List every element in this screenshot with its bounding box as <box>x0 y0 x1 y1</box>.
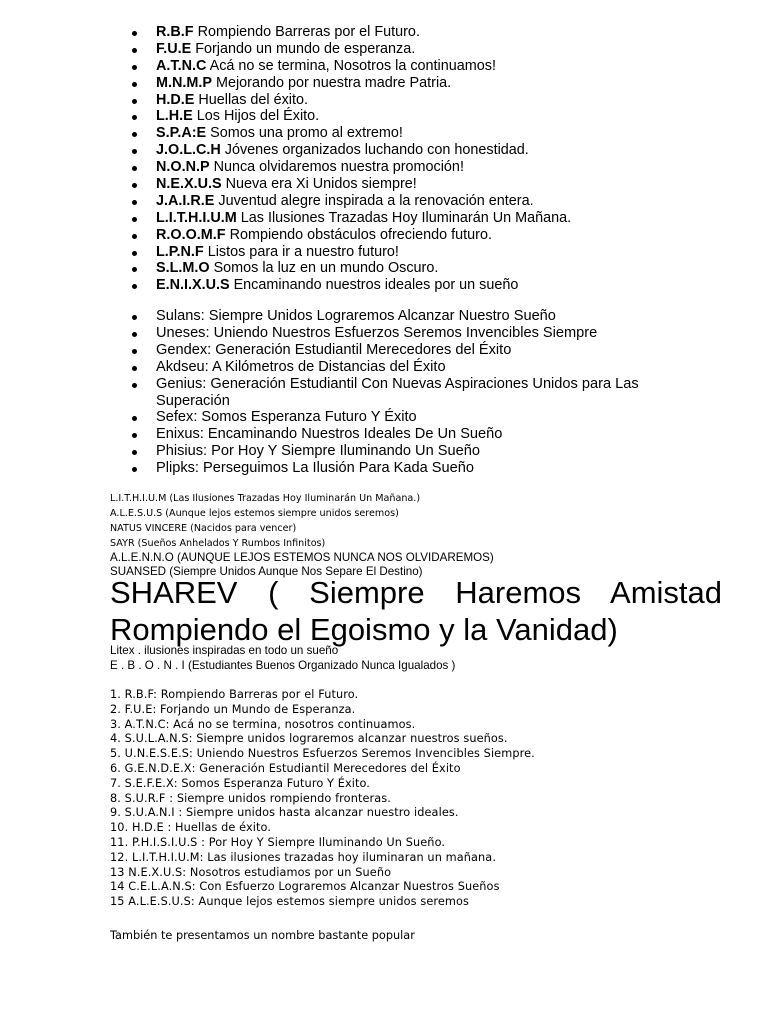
acronym-text: Forjando un mundo de esperanza. <box>195 40 416 57</box>
name-item <box>110 342 710 359</box>
numbered-list <box>110 688 730 910</box>
acronym-text: Los Hijos del Éxito. <box>196 108 320 125</box>
acronym-abbr: L.I.T.H.I.U.M <box>156 209 237 226</box>
acronym-item <box>110 41 710 58</box>
numbered-item: 1. R.B.F: Rompiendo Barreras por el Futuro. <box>110 688 359 701</box>
acronym-item <box>110 24 710 41</box>
acronym-item <box>110 142 710 159</box>
numbered-item: 9. S.U.A.N.I : Siempre unidos hasta alcanzar nuestro ideales. <box>110 806 459 820</box>
name-text: Sefex: Somos Esperanza Futuro Y Éxito <box>156 409 417 426</box>
sharev-heading: SHAREV ( Siempre Haremos Amistad Rompiendo el Egoismo y la Vanidad) <box>110 575 722 647</box>
acronym-abbr: L.H.E <box>156 108 193 125</box>
name-item <box>110 443 710 460</box>
bullet-icon <box>132 267 137 272</box>
litex-line: Litex . ilusiones inspiradas en todo un sueño <box>110 644 339 657</box>
acronym-text: Acá no se termina, Nosotros la continuamos! <box>209 57 496 74</box>
name-item <box>110 460 710 477</box>
acronym-text: Encaminando nuestros ideales por un sueño <box>233 277 519 294</box>
numbered-item: 3. A.T.N.C: Acá no se termina, nosotros continuamos. <box>110 717 416 731</box>
bullet-icon <box>132 315 137 320</box>
bullet-icon <box>132 65 137 70</box>
acronym-item <box>110 92 710 109</box>
numbered-item: 10. H.D.E : Huellas de éxito. <box>110 821 272 835</box>
acronym-text: Somos la luz en un mundo Oscuro. <box>213 260 439 277</box>
name-text: Plipks: Perseguimos La Ilusión Para Kada Sueño <box>156 460 475 477</box>
acronym-text: Jóvenes organizados luchando con honestidad. <box>224 142 529 159</box>
bullet-icon <box>132 383 137 388</box>
name-item <box>110 409 710 426</box>
acronym-text: Rompiendo obstáculos ofreciendo futuro. <box>229 226 492 243</box>
acronym-abbr: S.L.M.O <box>156 260 210 277</box>
numbered-item: 14 C.E.L.A.N.S: Con Esfuerzo Lograremos Alcanzar Nuestros Sueños <box>110 880 500 894</box>
acronym-abbr: A.T.N.C <box>156 57 207 74</box>
bullet-icon <box>132 200 137 205</box>
acronym-item <box>110 58 710 75</box>
footer-text: También te presentamos un nombre bastante popular <box>110 929 415 942</box>
numbered-item: 8. S.U.R.F : Siempre unidos rompiendo fronteras. <box>110 791 391 805</box>
bullet-icon <box>132 82 137 87</box>
numbered-item: 13 N.E.X.U.S: Nosotros estudiamos por un Sueño <box>110 865 392 879</box>
acronym-item <box>110 227 710 244</box>
acronym-text: Nunca olvidaremos nuestra promoción! <box>213 159 464 176</box>
numbered-item: 7. S.E.F.E.X: Somos Esperanza Futuro Y Éxito. <box>110 776 371 790</box>
acronym-item <box>110 244 710 261</box>
acronym-abbr: J.O.L.C.H <box>156 142 221 159</box>
bullet-icon <box>132 251 137 256</box>
acronym-item <box>110 176 710 193</box>
bullet-icon <box>132 132 137 137</box>
bullet-icon <box>132 31 137 36</box>
acronym-abbr: N.O.N.P <box>156 159 210 176</box>
bullet-icon <box>132 149 137 154</box>
name-text: Sulans: Siempre Unidos Lograremos Alcanzar Nuestro Sueño <box>156 308 556 324</box>
acronym-abbr: F.U.E <box>156 40 192 57</box>
acronym-abbr: E.N.I.X.U.S <box>156 277 230 294</box>
name-item <box>110 426 710 443</box>
acronym-abbr: R.O.O.M.F <box>156 226 226 243</box>
bullet-icon <box>132 416 137 421</box>
name-text: Phisius: Por Hoy Y Siempre Iluminando Un Sueño <box>156 443 480 460</box>
acronym-item <box>110 75 710 92</box>
numbered-item: 6. G.E.N.D.E.X: Generación Estudiantil Merecedores del Éxito <box>110 761 461 775</box>
bullet-icon <box>132 450 137 455</box>
acronym-abbr: H.D.E <box>156 91 195 108</box>
name-text: Gendex: Generación Estudiantil Merecedores del Éxito <box>156 341 512 358</box>
name-text: Akdseu: A Kilómetros de Distancias del Éxito <box>156 358 446 375</box>
acronym-text: Somos una promo al extremo! <box>210 125 403 142</box>
numbered-item: 4. S.U.L.A.N.S: Siempre unidos lograremos alcanzar nuestros sueños. <box>110 732 508 746</box>
bullet-icon <box>132 217 137 222</box>
numbered-item: 15 A.L.E.S.U.S: Aunque lejos estemos siempre unidos seremos <box>110 895 470 909</box>
bullet-icon <box>132 234 137 239</box>
acronym-item <box>110 260 710 277</box>
acronym-text: Rompiendo Barreras por el Futuro. <box>197 24 420 40</box>
bullet-icon <box>132 284 137 289</box>
name-item <box>110 325 710 342</box>
acronym-text: Huellas del éxito. <box>198 91 308 108</box>
acronym-list <box>110 24 710 294</box>
numbered-item: 5. U.N.E.S.E.S: Uniendo Nuestros Esfuerzos Seremos Invencibles Siempre. <box>110 747 535 761</box>
bullet-icon <box>132 332 137 337</box>
bullet-icon <box>132 349 137 354</box>
bullet-icon <box>132 166 137 171</box>
bullet-icon <box>132 99 137 104</box>
name-text: Enixus: Encaminando Nuestros Ideales De Un Sueño <box>156 426 503 443</box>
bullet-icon <box>132 183 137 188</box>
acronym-item <box>110 210 710 227</box>
numbered-item: 11. P.H.I.S.I.U.S : Por Hoy Y Siempre Iluminando Un Sueño. <box>110 835 446 849</box>
bullet-icon <box>132 433 137 438</box>
eboni-line: E . B . O . N . I (Estudiantes Buenos Organizado Nunca Igualados ) <box>110 659 456 672</box>
name-text: Genius: Generación Estudiantil Con Nuevas Aspiraciones Unidos para Las Superación <box>156 375 639 409</box>
acronym-abbr: R.B.F <box>156 24 194 40</box>
numbered-item: 12. L.I.T.H.I.U.M: Las ilusiones trazadas hoy iluminaran un mañana. <box>110 850 497 864</box>
name-item <box>110 376 710 410</box>
bullet-icon <box>132 115 137 120</box>
name-list <box>110 308 710 477</box>
acronym-item <box>110 277 710 294</box>
bullet-icon <box>132 366 137 371</box>
acronym-abbr: S.P.A:E <box>156 125 207 142</box>
small-line: SAYR (Sueños Anhelados Y Rumbos Infinitos) <box>110 538 326 549</box>
acronym-text: Nueva era Xi Unidos siempre! <box>225 176 417 193</box>
acronym-text: Mejorando por nuestra madre Patria. <box>215 74 452 91</box>
acronym-abbr: L.P.N.F <box>156 243 204 260</box>
acronym-text: Listos para ir a nuestro futuro! <box>207 243 399 260</box>
small-line: NATUS VINCERE (Nacidos para vencer) <box>110 523 297 534</box>
small-lines-block <box>110 491 730 580</box>
small-line: SUANSED (Siempre Unidos Aunque Nos Separe El Destino) <box>110 565 423 579</box>
acronym-abbr: N.E.X.U.S <box>156 176 222 193</box>
acronym-text: Las Ilusiones Trazadas Hoy Iluminarán Un Mañana. <box>240 209 572 226</box>
name-text: Uneses: Uniendo Nuestros Esfuerzos Seremos Invencibles Siempre <box>156 324 598 341</box>
acronym-item <box>110 108 710 125</box>
acronym-item <box>110 159 710 176</box>
small-line: L.I.T.H.I.U.M (Las Ilusiones Trazadas Hoy Iluminarán Un Mañana.) <box>110 493 421 504</box>
small-line: A.L.E.N.N.O (AUNQUE LEJOS ESTEMOS NUNCA NOS OLVIDAREMOS) <box>110 551 494 564</box>
name-item <box>110 359 710 376</box>
acronym-abbr: J.A.I.R.E <box>156 192 215 209</box>
numbered-item: 2. F.U.E: Forjando un Mundo de Esperanza. <box>110 702 356 716</box>
name-item <box>110 308 710 325</box>
acronym-abbr: M.N.M.P <box>156 74 212 91</box>
acronym-text: Juventud alegre inspirada a la renovación entera. <box>218 192 534 209</box>
small-line: A.L.E.S.U.S (Aunque lejos estemos siempre unidos seremos) <box>110 508 399 519</box>
acronym-item <box>110 125 710 142</box>
bullet-icon <box>132 467 137 472</box>
acronym-item <box>110 193 710 210</box>
bullet-icon <box>132 48 137 53</box>
